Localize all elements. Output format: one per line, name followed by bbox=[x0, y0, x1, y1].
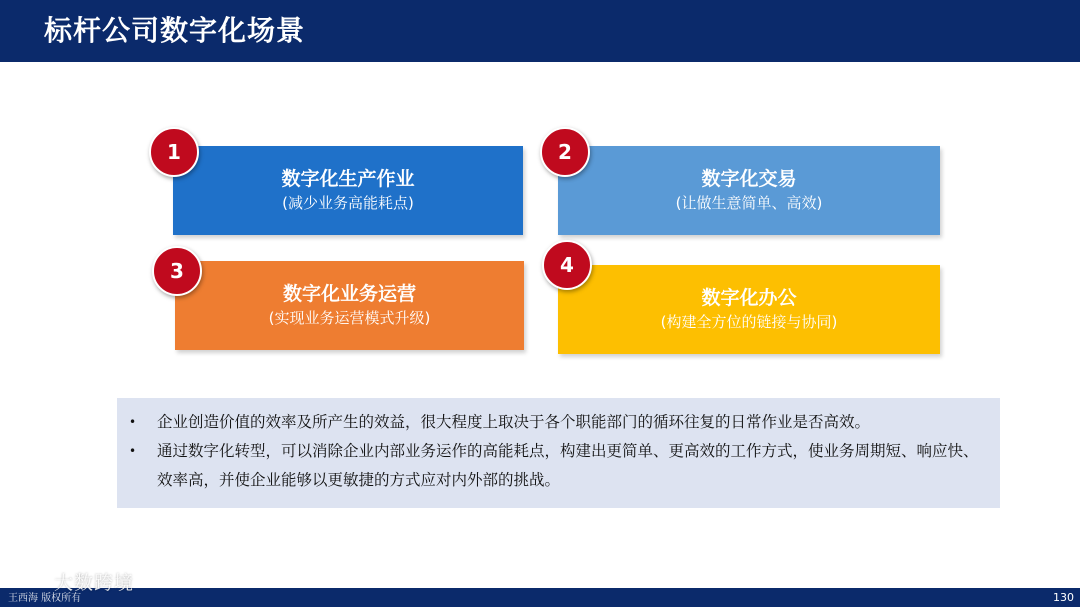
scenario-card-title: 数字化交易 bbox=[701, 168, 797, 190]
watermark-owner: 王西海 版权所有 bbox=[8, 593, 82, 604]
scenario-card-subtitle: (让做生意简单、高效) bbox=[675, 194, 823, 212]
bullet-item bbox=[125, 437, 986, 495]
page-number: 130 bbox=[1053, 591, 1074, 604]
summary-box bbox=[117, 398, 1000, 508]
scenario-card-subtitle: (构建全方位的链接与协同) bbox=[660, 313, 838, 331]
scenario-card-3 bbox=[175, 261, 524, 350]
bullet-item bbox=[125, 408, 986, 437]
bullet-text: 企业创造价值的效率及所产生的效益，很大程度上取决于各个职能部门的循环往复的日常作业是否高效。 bbox=[157, 413, 871, 431]
number-badge-3: 3 bbox=[152, 246, 202, 296]
scenario-card-title: 数字化办公 bbox=[701, 287, 797, 309]
slide-title: 标杆公司数字化场景 bbox=[44, 14, 306, 47]
title-bar bbox=[0, 0, 1080, 62]
bullet-marker: • bbox=[129, 444, 137, 458]
watermark-logo-icon bbox=[6, 572, 54, 592]
bullet-marker: • bbox=[129, 415, 137, 429]
number-badge-2: 2 bbox=[540, 127, 590, 177]
scenario-card-title: 数字化业务运营 bbox=[282, 283, 416, 305]
scenario-card-title: 数字化生产作业 bbox=[281, 168, 415, 190]
footer-bar bbox=[0, 588, 1080, 607]
number-badge-1: 1 bbox=[149, 127, 199, 177]
scenario-card-1 bbox=[173, 146, 523, 235]
scenario-card-2 bbox=[558, 146, 940, 235]
scenario-card-subtitle: (实现业务运营模式升级) bbox=[268, 309, 431, 327]
scenario-card-subtitle: (减少业务高能耗点) bbox=[282, 194, 414, 212]
bullet-text: 通过数字化转型，可以消除企业内部业务运作的高能耗点，构建出更简单、更高效的工作方式，使业务周期短、响应快、效率高，并使企业能够以更敏捷的方式应对内外部的挑战。 bbox=[157, 442, 979, 489]
scenario-card-4 bbox=[558, 265, 940, 354]
watermark-brand: 大数跨境 bbox=[54, 572, 135, 594]
number-badge-4: 4 bbox=[542, 240, 592, 290]
